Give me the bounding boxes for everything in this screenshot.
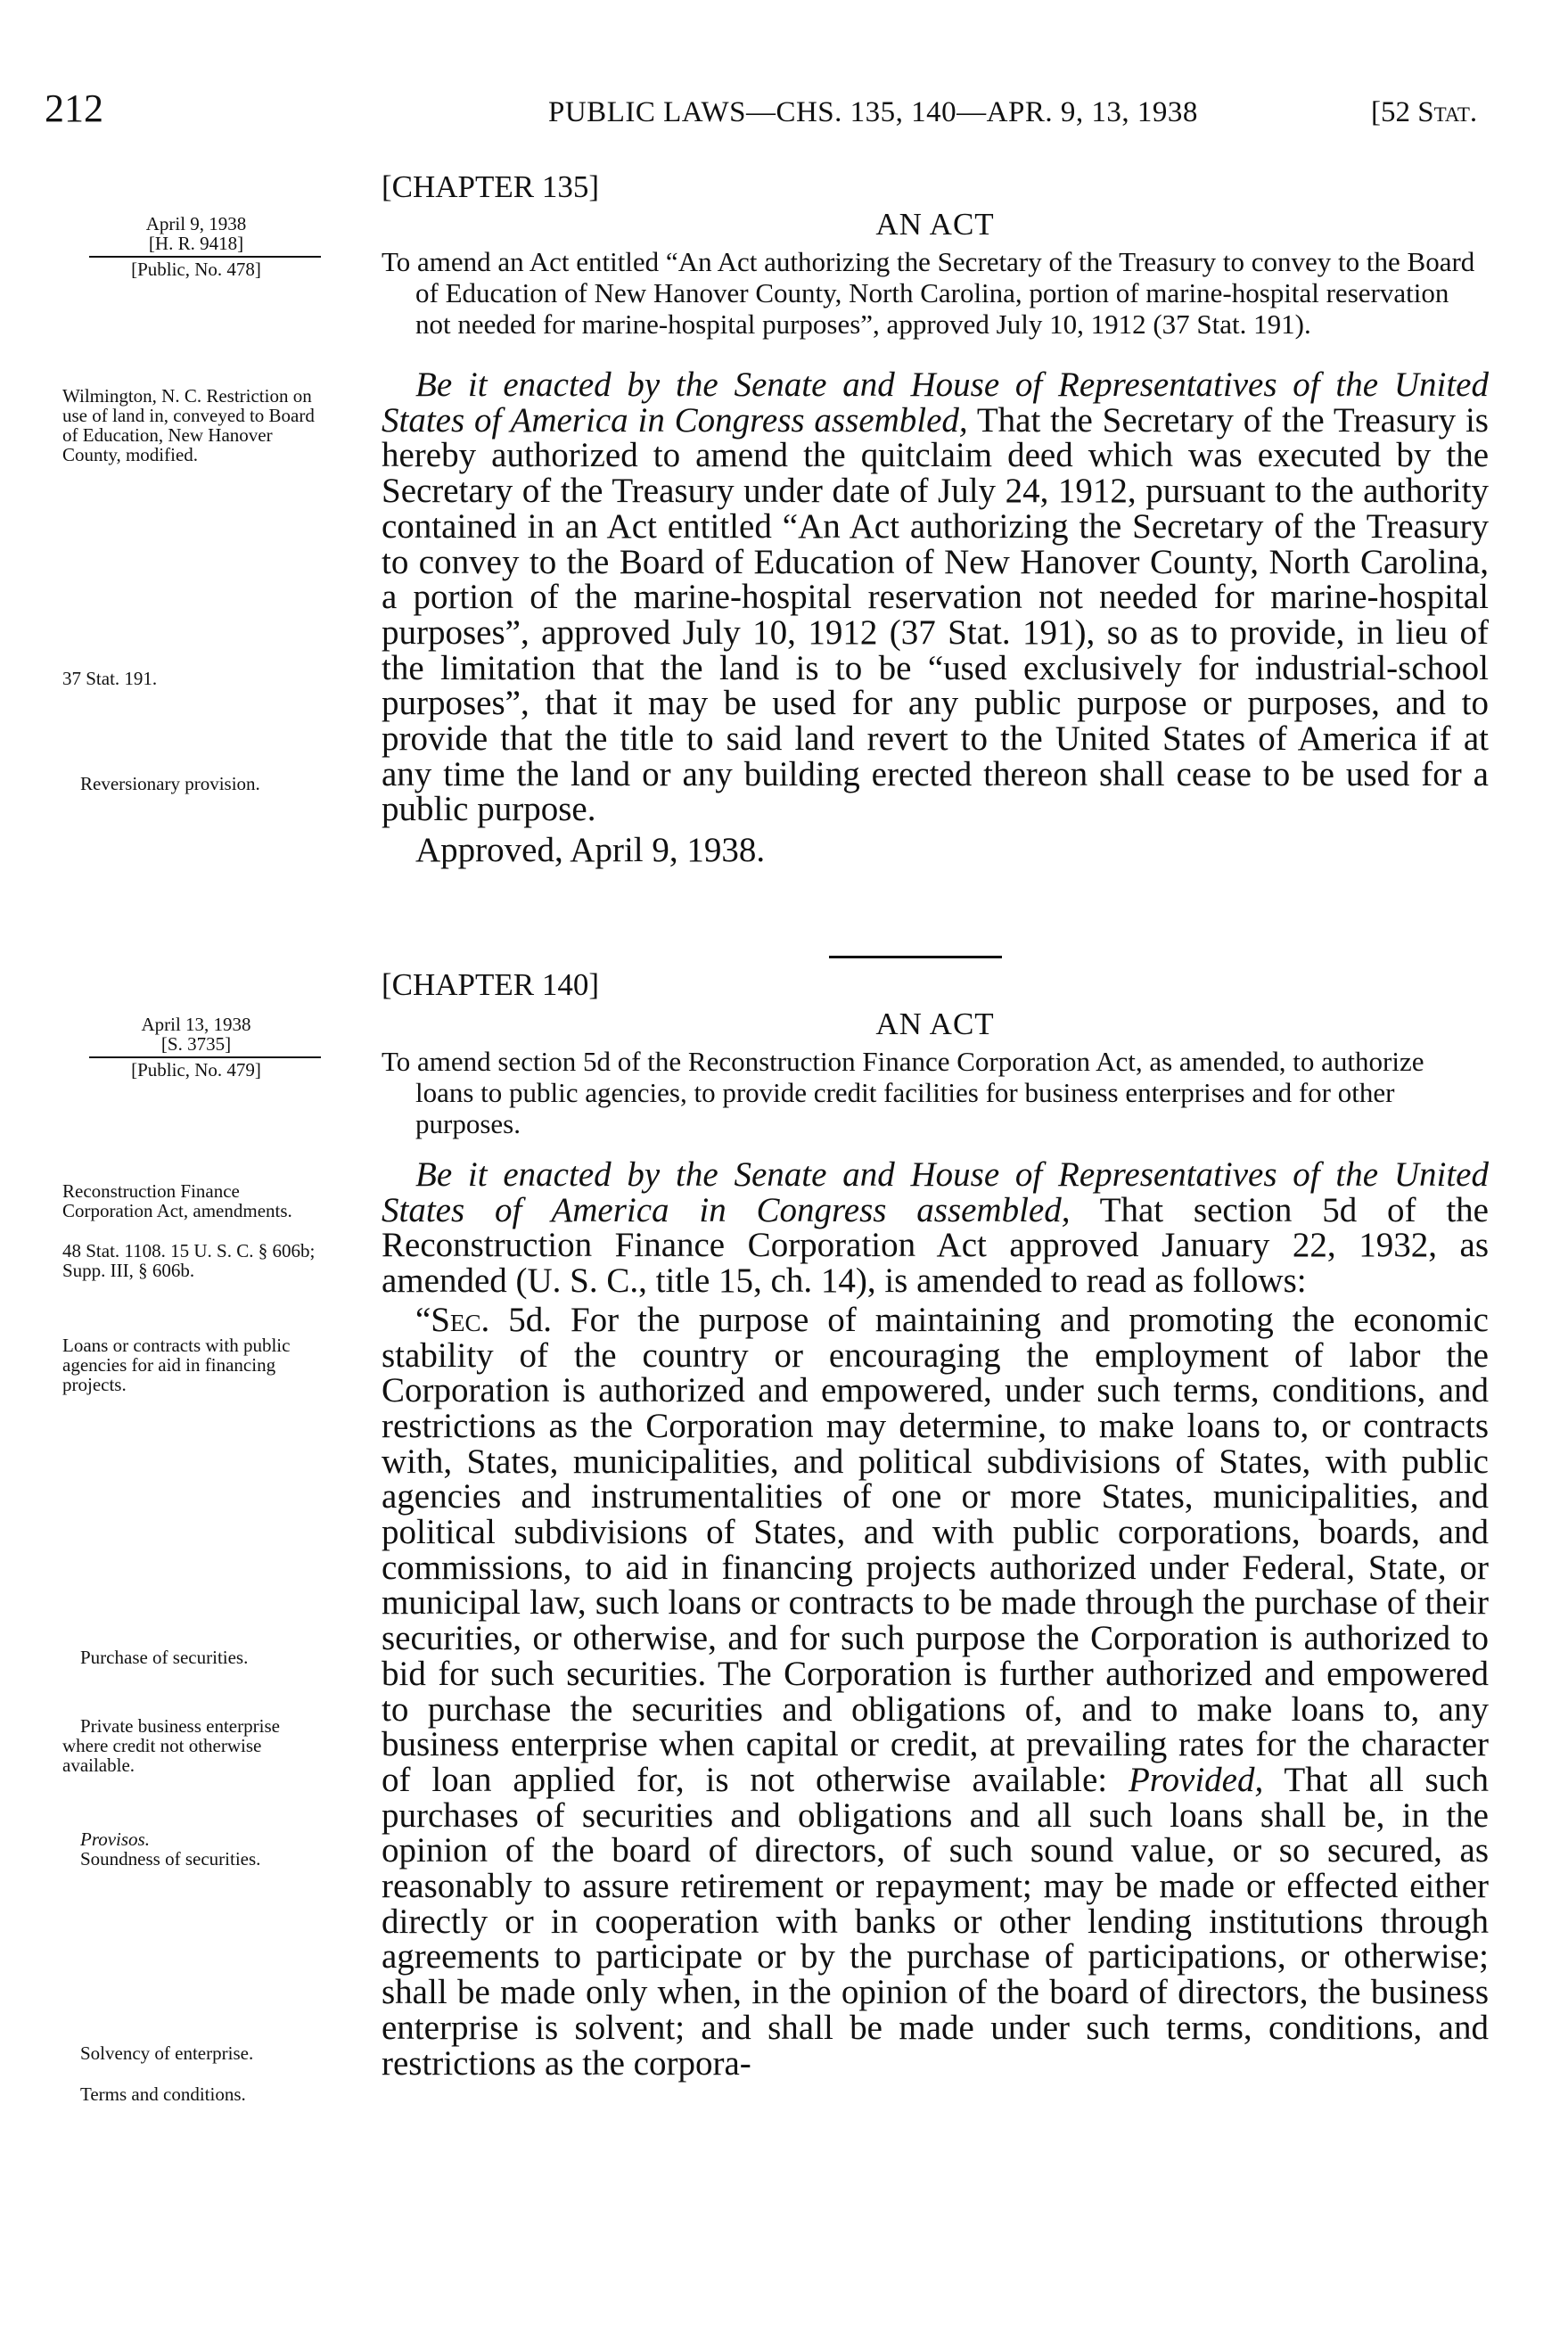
note-rfc-amendments: Reconstruction Finance Corporation Act, amendments. xyxy=(62,1180,292,1221)
section-5d xyxy=(382,1302,1489,2081)
chapter-140-public-number: [Public, No. 479] xyxy=(131,1059,261,1081)
chapter-135-label: [CHAPTER 135] xyxy=(382,169,600,204)
chapter-140-act-heading: AN ACT xyxy=(875,1007,995,1041)
enacting-clause: Be it enacted by the Senate and House of Representatives of the United States of America in Congress assembled, xyxy=(382,1155,1489,1229)
note-stat-cite: 37 Stat. 191. xyxy=(62,668,158,689)
chapter-135-heading xyxy=(382,169,1489,340)
approval-date: Approved, April 9, 1938. xyxy=(415,831,766,870)
provisos-label: Provisos. xyxy=(80,1828,150,1850)
note-wilmington: Wilmington, N. C. Restriction on use of land in, conveyed to Board of Education, New Hanover County, modified. xyxy=(62,385,315,465)
note-provisos xyxy=(62,1829,330,1849)
margin-rule xyxy=(89,256,321,258)
note-soundness: Soundness of securities. xyxy=(80,1848,261,1869)
note-private-business: Private business enterprise where credit not otherwise available. xyxy=(62,1715,280,1776)
page-number: 212 xyxy=(45,86,103,130)
chapter-135-body xyxy=(382,367,1489,868)
note-solvency: Solvency of enterprise. xyxy=(80,2042,254,2064)
enacting-text: That section 5d of the Reconstruction Finance Corporation Act approved January 22, 1932, as amended (U. S. C., title 15, ch. 14), is amended to read as follows: xyxy=(382,1190,1489,1301)
section-label: “Sec. xyxy=(415,1300,490,1339)
chapter-140-date: April 13, 1938 xyxy=(141,1014,251,1035)
enacting-clause: Be it enacted by the Senate and House of Representatives of the United States of America in Congress assembled, xyxy=(382,366,1489,440)
note-reversionary: Reversionary provision. xyxy=(80,773,260,794)
note-purchase-securities: Purchase of securities. xyxy=(80,1647,249,1668)
chapter-140-bill: [S. 3735] xyxy=(160,1033,232,1055)
chapter-140-heading xyxy=(382,967,1489,1139)
running-header-title: PUBLIC LAWS—CHS. 135, 140—APR. 9, 13, 1938 xyxy=(548,96,1198,128)
note-loans-contracts: Loans or contracts with public agencies for aid in financing projects. xyxy=(62,1335,291,1395)
section-text: That the Secretary of the Treasury is hereby authorized to amend the quitclaim deed which was executed by the Secretary of the Treasury under date of July 24, 1912, pursuant to the authority contained in an Act entitled “An Act authorizing the Secretary of the Treasury to convey to the Board of Education of New Hanover County, North Carolina, a portion of the marine-hospital reservation not needed for marine-hospital purposes”, approved July 10, 1912 (37 Stat. 191), so as to provide, in lieu of the limitation that the land is to be “used exclusively for industrial-school purposes”, that it may be used for any public purpose or purposes, and to provide that the title to said land revert to the United States of America if at any time the land or any building erected thereon shall cease to be used for a public purpose. xyxy=(382,400,1489,829)
margin-rule xyxy=(89,1056,321,1058)
volume-abbrev: Stat. xyxy=(1417,96,1478,128)
provided-term: Provided, xyxy=(1128,1760,1264,1799)
chapter-140-body xyxy=(382,1157,1489,2081)
note-terms-conditions: Terms and conditions. xyxy=(80,2083,246,2105)
note-rfc-citations: 48 Stat. 1108. 15 U. S. C. § 606b; Supp. III, § 606b. xyxy=(62,1240,316,1281)
chapter-135-act-heading: AN ACT xyxy=(875,207,995,242)
chapter-140-enacting xyxy=(382,1157,1489,1299)
volume-reference xyxy=(1371,96,1477,129)
chapter-140-label: [CHAPTER 140] xyxy=(382,967,600,1002)
section-5d-text-a: 5d. For the purpose of maintaining and promoting the economic stability of the country or encouraging the employment of labor the Corporation is authorized and empowered, under such terms, conditions, and restrictions as the Corporation may determine, to make loans to, or contracts with, States, municipalities, and political subdivisions of States, with public agencies and instrumentalities of one or more States, municipalities, and political subdivisions of States, and with public corporations, boards, and commissions, to aid in financing projects authorized under Federal, State, or municipal law, such loans or contracts to be made through the purchase of their securities, or otherwise, and for such purpose the Corporation is authorized to bid for such securities. The Corporation is further authorized and empowered to purchase the securities and obligations of, and to make loans to, any business enterprise when capital or credit, at prevailing rates for the character of loan applied for, is not otherwise available: xyxy=(382,1300,1489,1799)
chapter-135-public-number: [Public, No. 478] xyxy=(131,259,261,280)
chapter-135-summary: To amend an Act entitled “An Act authorizing the Secretary of the Treasury to convey to the Board of Education of New Hanover County, North Carolina, portion of marine-hospital reservation not needed for marine-hospital purposes”, approved July 10, 1912 (37 Stat. 191). xyxy=(382,246,1475,340)
chapter-135-bill: [H. R. 9418] xyxy=(148,233,244,254)
chapter-separator xyxy=(829,956,1002,958)
section-5d-text-b: That all such purchases of securities and obligations and all such loans shall be, in the opinion of the board of directors, of such sound value, or so secured, as reasonably to assure retirement or repayment; may be made or effected either directly or in cooperation with banks or other lending institutions through agreements to participate or by the purchase of participations, or otherwise; shall be made only when, in the opinion of the board of directors, the business enterprise is solvent; and shall be made under such terms, conditions, and restrictions as the corpora- xyxy=(382,1760,1490,2083)
volume-prefix: [52 xyxy=(1371,96,1418,128)
chapter-140-summary: To amend section 5d of the Reconstruction Finance Corporation Act, as amended, to authorize loans to public agencies, to provide credit facilities for business enterprises and for other purposes. xyxy=(382,1046,1424,1139)
chapter-135-section xyxy=(382,367,1489,827)
chapter-135-date: April 9, 1938 xyxy=(145,213,247,234)
